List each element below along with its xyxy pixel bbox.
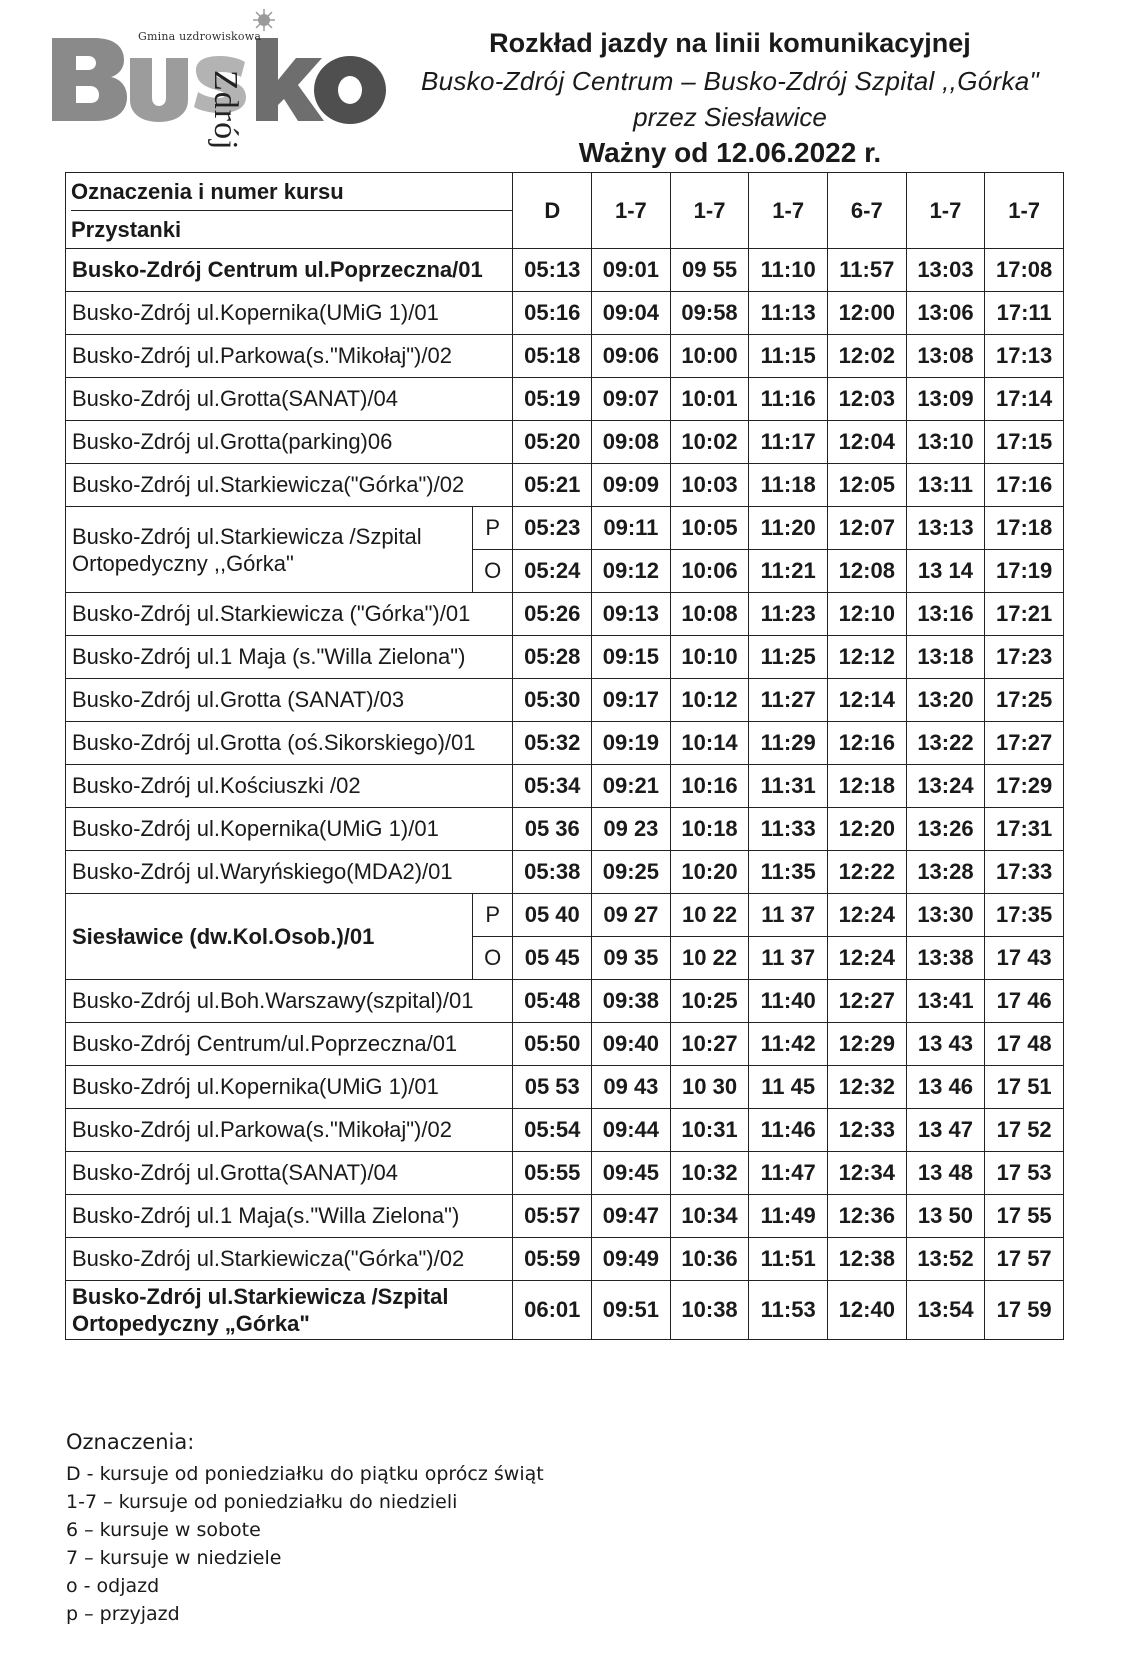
logo-zdroj-text: Zdrój — [207, 70, 244, 151]
course-label: Oznaczenia i numer kursu — [71, 173, 512, 211]
departure-time: 09:19 — [592, 722, 671, 765]
departure-time: 10:36 — [670, 1238, 749, 1281]
table-row — [66, 421, 1064, 464]
departure-time: 09:25 — [592, 851, 671, 894]
departure-time: 13 43 — [906, 1023, 985, 1066]
departure-time: 09 55 — [670, 249, 749, 292]
departure-time: 12:33 — [828, 1109, 907, 1152]
departure-time: 11:23 — [749, 593, 828, 636]
departure-time: 10:20 — [670, 851, 749, 894]
departure-time: 13 47 — [906, 1109, 985, 1152]
departure-time: 09:04 — [592, 292, 671, 335]
departure-time: 10:25 — [670, 980, 749, 1023]
table-row — [66, 1281, 1064, 1340]
departure-time: 11:25 — [749, 636, 828, 679]
departure-time: 05:59 — [513, 1238, 592, 1281]
stop-name: Busko-Zdrój ul.Grotta(parking)06 — [66, 421, 513, 464]
departure-time: 10:18 — [670, 808, 749, 851]
arrival-time: 09:11 — [592, 507, 671, 550]
departure-time: 13:16 — [906, 593, 985, 636]
arrival-time: 12:24 — [828, 894, 907, 937]
departure-time: 05:38 — [513, 851, 592, 894]
departure-time: 17 55 — [985, 1195, 1064, 1238]
departure-time: 05:20 — [513, 421, 592, 464]
timetable — [65, 172, 1064, 1340]
departure-time: 11:57 — [828, 249, 907, 292]
legend-item: o - odjazd — [66, 1575, 160, 1597]
departure-time: 09:40 — [592, 1023, 671, 1066]
departure-time: 11:49 — [749, 1195, 828, 1238]
departure-time: 09:58 — [670, 292, 749, 335]
departure-time: 10:34 — [670, 1195, 749, 1238]
departure-time: 05:16 — [513, 292, 592, 335]
departure-time: 05:55 — [513, 1152, 592, 1195]
stop-name: Busko-Zdrój Centrum/ul.Poprzeczna/01 — [66, 1023, 513, 1066]
departure-time: 10:16 — [670, 765, 749, 808]
course-header: 1-7 — [906, 173, 985, 249]
departure-time: 13:38 — [906, 937, 985, 980]
route-subtitle: Busko-Zdrój Centrum – Busko-Zdrój Szpital ,,Górka" — [420, 66, 1040, 96]
departure-time: 17 57 — [985, 1238, 1064, 1281]
departure-time: 11:10 — [749, 249, 828, 292]
stop-name: Busko-Zdrój ul.Kopernika(UMiG 1)/01 — [66, 1066, 513, 1109]
departure-time: 05:19 — [513, 378, 592, 421]
table-row — [66, 1238, 1064, 1281]
departure-time: 11 37 — [749, 937, 828, 980]
departure-time: 12:36 — [828, 1195, 907, 1238]
departure-time: 09:44 — [592, 1109, 671, 1152]
departure-time: 11:27 — [749, 679, 828, 722]
departure-time: 06:01 — [513, 1281, 592, 1340]
departure-time: 12:24 — [828, 937, 907, 980]
departure-time: 13 14 — [906, 550, 985, 593]
departure-time: 05:32 — [513, 722, 592, 765]
legend-item: p – przyjazd — [66, 1603, 180, 1625]
departure-time: 09:13 — [592, 593, 671, 636]
stop-name: Busko-Zdrój ul.Grotta(SANAT)/04 — [66, 1152, 513, 1195]
departure-time: 17 48 — [985, 1023, 1064, 1066]
departure-time: 12:20 — [828, 808, 907, 851]
departure-time: 05:26 — [513, 593, 592, 636]
stop-name: Busko-Zdrój Centrum ul.Poprzeczna/01 — [66, 249, 513, 292]
departure-time: 11:33 — [749, 808, 828, 851]
table-row — [66, 679, 1064, 722]
stop-name: Busko-Zdrój ul.1 Maja(s."Willa Zielona") — [66, 1195, 513, 1238]
departure-time: 11:40 — [749, 980, 828, 1023]
departure-time: 05:18 — [513, 335, 592, 378]
arrival-marker: P — [473, 894, 513, 937]
departure-time: 17 53 — [985, 1152, 1064, 1195]
legend — [66, 1428, 544, 1628]
departure-time: 05 45 — [513, 937, 592, 980]
departure-time: 09:07 — [592, 378, 671, 421]
departure-time: 05:54 — [513, 1109, 592, 1152]
stops-label: Przystanki — [71, 217, 182, 242]
departure-time: 09:49 — [592, 1238, 671, 1281]
departure-time: 11:21 — [749, 550, 828, 593]
departure-time: 13:10 — [906, 421, 985, 464]
departure-time: 17:23 — [985, 636, 1064, 679]
stop-name: Busko-Zdrój ul.Grotta(SANAT)/04 — [66, 378, 513, 421]
departure-time: 10:06 — [670, 550, 749, 593]
stop-name: Busko-Zdrój ul.Starkiewicza("Górka")/02 — [66, 1238, 513, 1281]
departure-time: 12:12 — [828, 636, 907, 679]
timetable-body — [66, 173, 1064, 1340]
departure-time: 17 59 — [985, 1281, 1064, 1340]
corner-cell — [66, 173, 513, 249]
page-title: Rozkład jazdy na linii komunikacyjnej — [489, 28, 971, 58]
table-row — [66, 464, 1064, 507]
departure-time: 10:12 — [670, 679, 749, 722]
departure-time: 17:31 — [985, 808, 1064, 851]
departure-time: 11:15 — [749, 335, 828, 378]
departure-time: 11 45 — [749, 1066, 828, 1109]
legend-item: 1-7 – kursuje od poniedziałku do niedzieli — [66, 1491, 458, 1513]
departure-time: 10:31 — [670, 1109, 749, 1152]
table-row — [66, 1195, 1064, 1238]
departure-time: 12:27 — [828, 980, 907, 1023]
departure-time: 05:28 — [513, 636, 592, 679]
departure-time: 12:00 — [828, 292, 907, 335]
departure-time: 10:27 — [670, 1023, 749, 1066]
departure-time: 11:31 — [749, 765, 828, 808]
departure-time: 09 35 — [592, 937, 671, 980]
departure-time: 09:47 — [592, 1195, 671, 1238]
arrival-marker: P — [473, 507, 513, 550]
course-header: D — [513, 173, 592, 249]
departure-time: 09:21 — [592, 765, 671, 808]
arrival-time: 05:23 — [513, 507, 592, 550]
departure-time: 13:03 — [906, 249, 985, 292]
departure-time: 17:16 — [985, 464, 1064, 507]
departure-time: 09:08 — [592, 421, 671, 464]
table-row — [66, 249, 1064, 292]
departure-time: 13:18 — [906, 636, 985, 679]
departure-time: 13:11 — [906, 464, 985, 507]
table-row — [66, 851, 1064, 894]
table-row — [66, 335, 1064, 378]
departure-time: 11:13 — [749, 292, 828, 335]
departure-time: 17:11 — [985, 292, 1064, 335]
course-header: 1-7 — [985, 173, 1064, 249]
arrival-time: 10 22 — [670, 894, 749, 937]
table-row — [66, 1066, 1064, 1109]
departure-time: 11:53 — [749, 1281, 828, 1340]
legend-item: D - kursuje od poniedziałku do piątku oprócz świąt — [66, 1463, 544, 1485]
departure-time: 11:47 — [749, 1152, 828, 1195]
departure-time: 05:57 — [513, 1195, 592, 1238]
departure-time: 09:09 — [592, 464, 671, 507]
table-row — [66, 1152, 1064, 1195]
departure-time: 11:35 — [749, 851, 828, 894]
departure-time: 11:16 — [749, 378, 828, 421]
course-header: 1-7 — [670, 173, 749, 249]
departure-time: 09:12 — [592, 550, 671, 593]
departure-time: 12:10 — [828, 593, 907, 636]
departure-time: 12:14 — [828, 679, 907, 722]
departure-time: 17:29 — [985, 765, 1064, 808]
course-header: 1-7 — [749, 173, 828, 249]
departure-time: 17:25 — [985, 679, 1064, 722]
departure-time: 10:38 — [670, 1281, 749, 1340]
departure-time: 09 43 — [592, 1066, 671, 1109]
arrival-time: 11:20 — [749, 507, 828, 550]
departure-time: 17 46 — [985, 980, 1064, 1023]
arrival-time: 11 37 — [749, 894, 828, 937]
departure-time: 10:32 — [670, 1152, 749, 1195]
table-row — [66, 378, 1064, 421]
logo-municipality-text: Gmina uzdrowiskowa — [138, 30, 262, 43]
departure-time: 09:51 — [592, 1281, 671, 1340]
departure-time: 13:22 — [906, 722, 985, 765]
table-row — [66, 980, 1064, 1023]
departure-time: 09:06 — [592, 335, 671, 378]
departure-time: 17 52 — [985, 1109, 1064, 1152]
stop-name: Busko-Zdrój ul.Starkiewicza /Szpital Ortopedyczny ,,Górka" — [66, 507, 473, 593]
departure-time: 11:51 — [749, 1238, 828, 1281]
departure-time: 17 43 — [985, 937, 1064, 980]
table-row — [66, 1023, 1064, 1066]
departure-time: 05:13 — [513, 249, 592, 292]
departure-time: 17:21 — [985, 593, 1064, 636]
departure-time: 17:19 — [985, 550, 1064, 593]
arrival-time: 05 40 — [513, 894, 592, 937]
departure-time: 10:08 — [670, 593, 749, 636]
departure-time: 12:38 — [828, 1238, 907, 1281]
departure-time: 13:54 — [906, 1281, 985, 1340]
departure-time: 12:18 — [828, 765, 907, 808]
departure-time: 17:08 — [985, 249, 1064, 292]
departure-time: 10:10 — [670, 636, 749, 679]
departure-marker: O — [473, 937, 513, 980]
departure-time: 10:01 — [670, 378, 749, 421]
departure-time: 12:03 — [828, 378, 907, 421]
departure-time: 13:28 — [906, 851, 985, 894]
arrival-time: 09 27 — [592, 894, 671, 937]
departure-time: 13 50 — [906, 1195, 985, 1238]
stop-name: Siesławice (dw.Kol.Osob.)/01 — [66, 894, 473, 980]
stop-name: Busko-Zdrój ul.1 Maja (s."Willa Zielona") — [66, 636, 513, 679]
arrival-time: 10:05 — [670, 507, 749, 550]
departure-time: 12:40 — [828, 1281, 907, 1340]
valid-from: Ważny od 12.06.2022 r. — [578, 137, 882, 168]
stop-name: Busko-Zdrój ul.Grotta (oś.Sikorskiego)/01 — [66, 722, 513, 765]
departure-time: 17 51 — [985, 1066, 1064, 1109]
course-header: 1-7 — [592, 173, 671, 249]
table-row — [66, 292, 1064, 335]
table-row — [66, 507, 1064, 550]
arrival-time: 13:13 — [906, 507, 985, 550]
departure-time: 11:29 — [749, 722, 828, 765]
departure-time: 05:24 — [513, 550, 592, 593]
stop-name: Busko-Zdrój ul.Boh.Warszawy(szpital)/01 — [66, 980, 513, 1023]
arrival-time: 17:18 — [985, 507, 1064, 550]
departure-time: 09:38 — [592, 980, 671, 1023]
table-row — [66, 808, 1064, 851]
legend-title: Oznaczenia: — [66, 1430, 195, 1454]
departure-time: 12:08 — [828, 550, 907, 593]
departure-time: 09:01 — [592, 249, 671, 292]
departure-time: 05 36 — [513, 808, 592, 851]
departure-time: 09 23 — [592, 808, 671, 851]
departure-time: 10:02 — [670, 421, 749, 464]
departure-time: 17:33 — [985, 851, 1064, 894]
departure-time: 13:41 — [906, 980, 985, 1023]
arrival-time: 13:30 — [906, 894, 985, 937]
stop-name: Busko-Zdrój ul.Starkiewicza ("Górka")/01 — [66, 593, 513, 636]
legend-item: 6 – kursuje w sobote — [66, 1519, 261, 1541]
departure-time: 05:21 — [513, 464, 592, 507]
legend-item: 7 – kursuje w niedziele — [66, 1547, 282, 1569]
table-row — [66, 765, 1064, 808]
departure-time: 10:03 — [670, 464, 749, 507]
departure-time: 12:29 — [828, 1023, 907, 1066]
departure-time: 13:24 — [906, 765, 985, 808]
departure-time: 11:18 — [749, 464, 828, 507]
departure-time: 17:15 — [985, 421, 1064, 464]
arrival-time: 12:07 — [828, 507, 907, 550]
departure-time: 13 48 — [906, 1152, 985, 1195]
departure-time: 17:27 — [985, 722, 1064, 765]
stop-name: Busko-Zdrój ul.Parkowa(s."Mikołaj")/02 — [66, 335, 513, 378]
departure-time: 05:50 — [513, 1023, 592, 1066]
departure-time: 12:22 — [828, 851, 907, 894]
departure-time: 10:14 — [670, 722, 749, 765]
departure-time: 17:14 — [985, 378, 1064, 421]
stop-name: Busko-Zdrój ul.Starkiewicza("Górka")/02 — [66, 464, 513, 507]
stop-name: Busko-Zdrój ul.Grotta (SANAT)/03 — [66, 679, 513, 722]
stop-name: Busko-Zdrój ul.Waryńskiego(MDA2)/01 — [66, 851, 513, 894]
departure-time: 05:30 — [513, 679, 592, 722]
departure-time: 11:46 — [749, 1109, 828, 1152]
departure-time: 11:17 — [749, 421, 828, 464]
departure-time: 05:48 — [513, 980, 592, 1023]
departure-time: 12:05 — [828, 464, 907, 507]
table-row — [66, 722, 1064, 765]
departure-time: 09:45 — [592, 1152, 671, 1195]
route-via: przez Siesławice — [633, 102, 827, 132]
departure-time: 13 46 — [906, 1066, 985, 1109]
departure-marker: O — [473, 550, 513, 593]
departure-time: 10 30 — [670, 1066, 749, 1109]
departure-time: 09:17 — [592, 679, 671, 722]
stop-name: Busko-Zdrój ul.Kościuszki /02 — [66, 765, 513, 808]
departure-time: 10:00 — [670, 335, 749, 378]
departure-time: 12:16 — [828, 722, 907, 765]
departure-time: 13:09 — [906, 378, 985, 421]
departure-time: 17:13 — [985, 335, 1064, 378]
course-header: 6-7 — [828, 173, 907, 249]
departure-time: 13:06 — [906, 292, 985, 335]
header-row — [66, 173, 1064, 249]
departure-time: 12:02 — [828, 335, 907, 378]
departure-time: 11:42 — [749, 1023, 828, 1066]
departure-time: 13:52 — [906, 1238, 985, 1281]
stop-name: Busko-Zdrój ul.Starkiewicza /Szpital Ortopedyczny „Górka" — [66, 1281, 513, 1340]
table-row — [66, 593, 1064, 636]
departure-time: 13:08 — [906, 335, 985, 378]
departure-time: 05 53 — [513, 1066, 592, 1109]
stop-name: Busko-Zdrój ul.Kopernika(UMiG 1)/01 — [66, 292, 513, 335]
stop-name: Busko-Zdrój ul.Parkowa(s."Mikołaj")/02 — [66, 1109, 513, 1152]
departure-time: 12:32 — [828, 1066, 907, 1109]
arrival-time: 17:35 — [985, 894, 1064, 937]
departure-time: 12:04 — [828, 421, 907, 464]
table-row — [66, 1109, 1064, 1152]
departure-time: 13:20 — [906, 679, 985, 722]
table-row — [66, 636, 1064, 679]
departure-time: 12:34 — [828, 1152, 907, 1195]
departure-time: 05:34 — [513, 765, 592, 808]
departure-time: 13:26 — [906, 808, 985, 851]
table-row — [66, 894, 1064, 937]
departure-time: 09:15 — [592, 636, 671, 679]
busko-logo — [50, 8, 395, 151]
stop-name: Busko-Zdrój ul.Kopernika(UMiG 1)/01 — [66, 808, 513, 851]
departure-time: 10 22 — [670, 937, 749, 980]
